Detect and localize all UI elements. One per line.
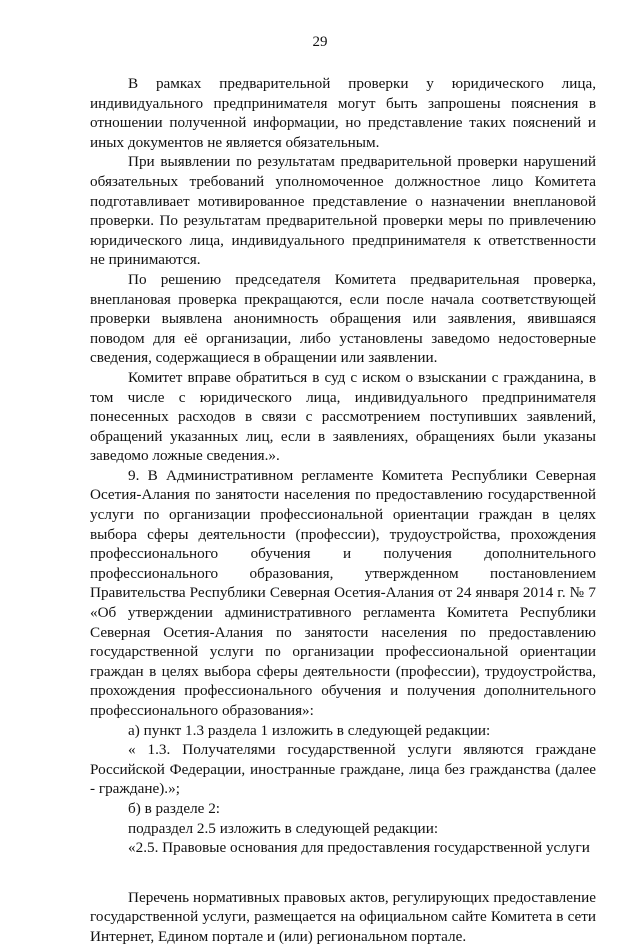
document-body [90,74,596,947]
paragraph-check-termination: По решению председателя Комитета предварительная проверка, внеплановая проверка прекращаются, если после начала соответствующей проверки выявлена анонимность обращения или заявления, явившаяся поводом для её организации, либо установлены заведомо недостоверные сведения, содержащиеся в обращении или заявлении. [90,270,596,367]
paragraph-clause-1-3: « 1.3. Получателями государственной услуги являются граждане Российской Федерации, иностранные граждане, лица без гражданства (далее - граждане).»; [90,741,596,798]
paragraph-subitem-a: а) пункт 1.3 раздела 1 изложить в следующей редакции: [128,721,491,739]
paragraph-court-claim: Комитет вправе обратиться в суд с иском о взыскании с гражданина, в том числе с юридического лица, индивидуального предпринимателя понесенных расходов в связи с рассмотрением поступивших заявлений, обращений указанных лиц, если в заявлениях, обращениях были указаны заведомо ложные сведения.». [90,368,596,465]
paragraph-violations-detected: При выявлении по результатам предварительной проверки нарушений обязательных требований уполномоченное должностное лицо Комитета подготавливает мотивированное представление о назначении внеплановой проверки. По результатам предварительной проверки меры по привлечению юридического лица, индивидуального предпринимателя к ответственности не принимаются. [90,153,596,269]
paragraph-preliminary-check-explanations: В рамках предварительной проверки у юридического лица, индивидуального предпринимателя могут быть запрошены пояснения в отношении полученной информации, но представление таких пояснений и иных документов не является обязательным. [90,75,596,151]
paragraph-legal-acts-list: Перечень нормативных правовых актов, регулирующих предоставление государственной услуги, размещается на официальном сайте Комитета в сети Интернет, Едином портале и (или) региональном портале. [90,888,596,945]
paragraph-subsection-2-5: подраздел 2.5 изложить в следующей редакции: [128,819,439,837]
section-heading-2-5: «2.5. Правовые основания для предоставления государственной услуги [128,839,590,857]
page-number: 29 [312,34,328,50]
paragraph-item-9: 9. В Административном регламенте Комитета Республики Северная Осетия-Алания по занятости населения по предоставлению государственной услуги по организации профессиональной ориентации граждан в целях выбора сферы деятельности (профессии), трудоустройства, прохождения профессионального обучения и получения дополнительного профессионального образования, утвержденном постановлением Правительства Республики Северная Осетия-Алания от 24 января 2014 г. № 7 «Об утверждении административного регламента Комитета Республики Северная Осетия-Алания по занятости населения по предоставлению государственной услуги по организации профессиональной ориентации граждан в целях выбора сферы деятельности (профессии), трудоустройства, прохождения профессионального обучения и получения дополнительного профессионального образования»: [90,466,596,719]
paragraph-subitem-b: б) в разделе 2: [128,799,221,817]
